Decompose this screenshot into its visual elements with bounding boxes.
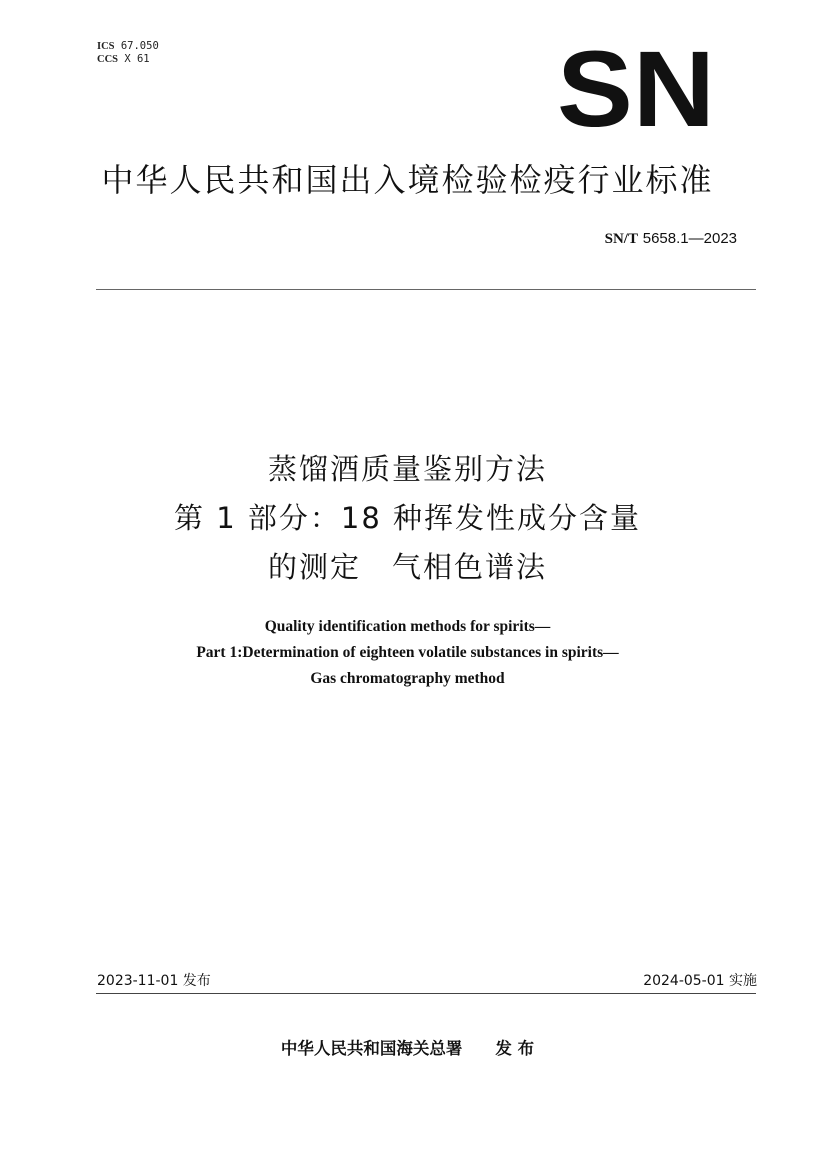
en-title-line-3: Gas chromatography method: [310, 670, 505, 687]
implementation-date: 2024-05-01 实施: [643, 973, 757, 989]
issuer-title: 中华人民共和国出入境检验检疫行业标准: [101, 161, 714, 199]
ccs-label: CCS: [97, 54, 119, 65]
bottom-divider: [96, 993, 756, 994]
en-title-line-1: Quality identification methods for spirits—: [264, 618, 551, 635]
cn-title-line-3: 的测定 气相色谱法: [267, 550, 547, 584]
cn-title-line-2: 第 1 部分：18 种挥发性成分含量: [173, 501, 641, 535]
cn-title-line-1: 蒸馏酒质量鉴别方法: [267, 452, 547, 486]
en-title-line-2: Part 1:Determination of eighteen volatile substances in spirits—: [196, 644, 619, 661]
publisher: 中华人民共和国海关总署 发 布: [280, 1039, 535, 1058]
ccs-code: X 61: [124, 53, 150, 65]
top-divider: [96, 289, 756, 290]
ccs-line: [97, 53, 159, 66]
sn-logo: [556, 48, 716, 128]
standard-number: [605, 229, 737, 248]
sn-logo-text: SN: [557, 48, 715, 128]
standard-code: 5658.1—2023: [642, 230, 737, 247]
ics-line: [97, 40, 159, 53]
issue-date: 2023-11-01 发布: [97, 973, 211, 989]
classification-codes: [97, 40, 159, 66]
ics-code: 67.050: [120, 40, 159, 52]
standard-prefix: SN/T: [604, 231, 638, 247]
ics-label: ICS: [97, 41, 115, 52]
